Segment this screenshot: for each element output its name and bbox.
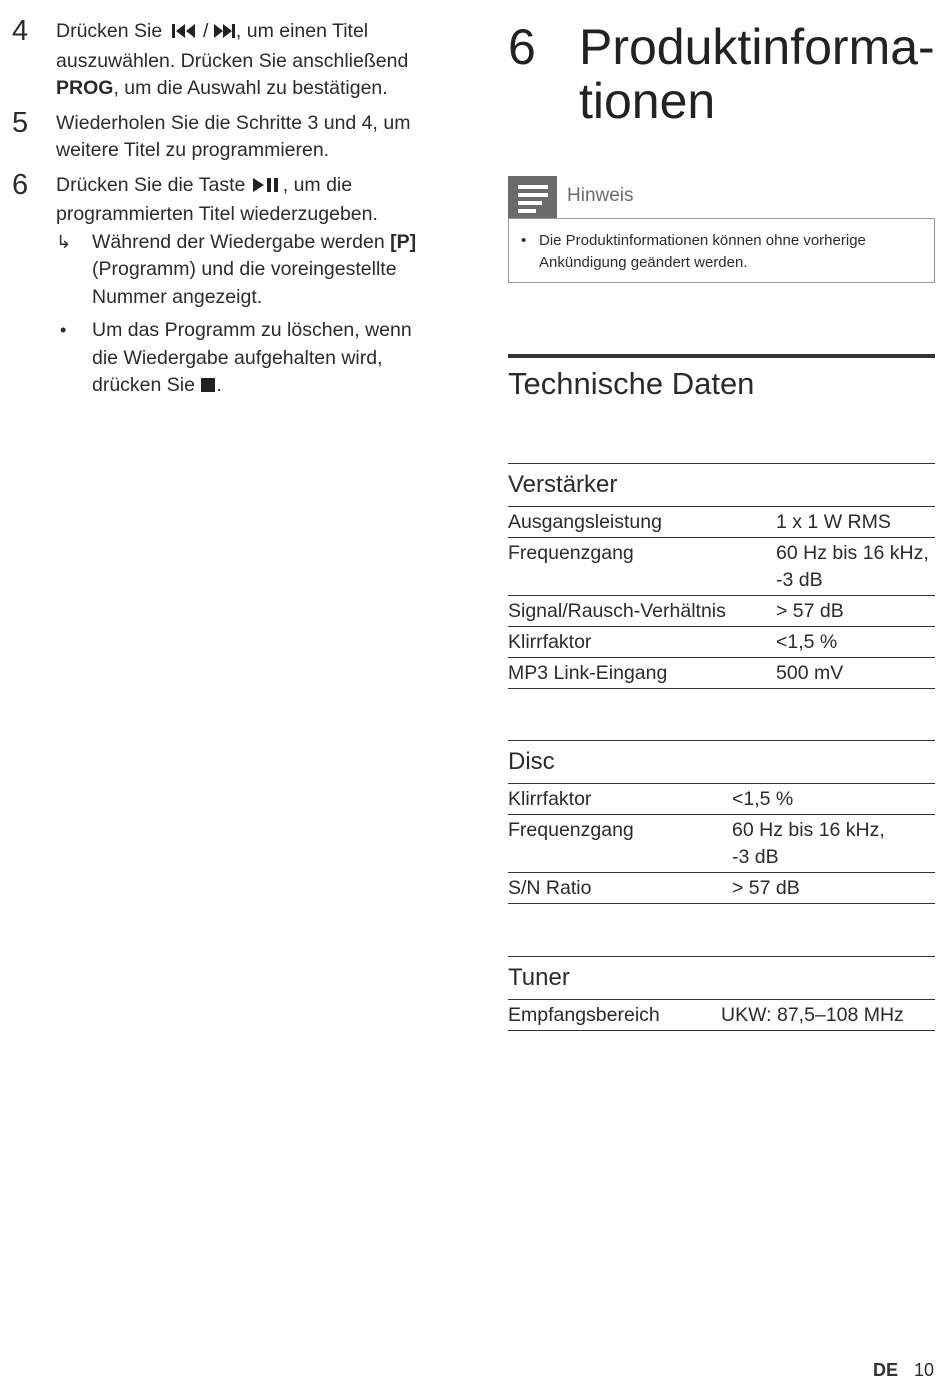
- spec-value: 500 mV: [776, 662, 844, 684]
- stop-icon: [200, 374, 216, 402]
- note-box: [508, 176, 935, 283]
- spec-key: Ausgangsleistung: [508, 511, 662, 533]
- spec-row: [508, 596, 935, 627]
- step-number: 6: [12, 168, 29, 201]
- spec-row: [508, 658, 935, 689]
- step-5: [12, 106, 442, 165]
- step-text: , um einen Titel auszuwählen. Drücken Sie anschließend: [56, 20, 409, 72]
- section-title: Technische Daten: [508, 366, 755, 401]
- note-header: [508, 176, 935, 218]
- spec-heading: Tuner: [508, 956, 935, 1000]
- spec-value: > 57 dB: [776, 600, 844, 622]
- page-number: 10: [913, 1360, 934, 1380]
- play-pause-icon: [251, 174, 283, 202]
- step-text: , um die Auswahl zu bestätigen.: [113, 77, 388, 99]
- note-body: [508, 218, 935, 283]
- step-number: 4: [12, 15, 29, 47]
- spec-row: [508, 507, 935, 538]
- note-title: Hinweis: [567, 185, 634, 206]
- spec-key: Klirrfaktor: [508, 788, 592, 810]
- spec-row: [508, 815, 935, 873]
- bullet-marker: •: [521, 232, 527, 249]
- spec-row: [508, 627, 935, 658]
- step-4: 4 Drücken Sie / , um einen Titel auszuwählen. Drücken Sie anschließend PROG, um die Auswahl zu bestätigen.: [12, 15, 409, 99]
- chapter-title: Produktinforma- tionen: [579, 19, 935, 129]
- spec-heading: Verstärker: [508, 463, 935, 507]
- spec-key: Klirrfaktor: [508, 631, 592, 653]
- step-text: Wiederholen Sie die Schritte 3 und 4, um weitere Titel zu programmieren.: [56, 111, 411, 161]
- section-rule: [508, 354, 935, 358]
- bullet-marker: •: [60, 320, 67, 340]
- spec-key: S/N Ratio: [508, 877, 592, 899]
- prog-label: PROG: [56, 77, 114, 99]
- page-footer: [873, 1360, 934, 1381]
- note-icon: [508, 176, 557, 218]
- spec-table-amplifier: [508, 463, 935, 689]
- spec-table-disc: [508, 740, 935, 904]
- bullet-note: [56, 317, 442, 402]
- spec-value: <1,5 %: [732, 788, 794, 810]
- result-note: [56, 229, 442, 312]
- note-text: Die Produktinformationen können ohne vorherige Ankündigung geändert werden.: [539, 232, 866, 271]
- skip-next-icon: [214, 20, 236, 48]
- step-6: [12, 168, 442, 402]
- step-number: 5: [12, 106, 29, 139]
- spec-key: Frequenzgang: [508, 542, 634, 564]
- spec-row: [508, 873, 935, 904]
- skip-previous-icon: [168, 20, 198, 48]
- p-indicator: [P]: [390, 230, 417, 253]
- step-text: , um die programmierten Titel wiederzugeben.: [56, 173, 378, 225]
- spec-value: <1,5 %: [776, 631, 838, 653]
- step-text: Drücken Sie: [56, 20, 163, 42]
- spec-table-tuner: [508, 956, 935, 1031]
- spec-value: > 57 dB: [732, 877, 800, 899]
- spec-value: 1 x 1 W RMS: [776, 511, 891, 533]
- spec-key: Frequenzgang: [508, 819, 634, 841]
- chapter-number: 6: [508, 19, 536, 75]
- spec-value: 60 Hz bis 16 kHz, -3 dB: [732, 819, 885, 868]
- spec-row: [508, 538, 935, 596]
- spec-heading: Disc: [508, 740, 935, 784]
- arrow-icon: ↳: [56, 231, 72, 252]
- spec-column: [508, 18, 935, 1026]
- spec-key: Signal/Rausch-Verhältnis: [508, 600, 726, 622]
- bullet-text: .: [216, 374, 222, 396]
- spec-key: Empfangsbereich: [508, 1004, 660, 1026]
- instruction-column: [12, 15, 442, 409]
- chapter-heading: [508, 18, 935, 138]
- spec-row: [508, 784, 935, 815]
- spec-key: MP3 Link-Eingang: [508, 662, 668, 684]
- spec-row: [508, 1000, 935, 1031]
- result-text: (Programm) und die voreingestellte Nummer angezeigt.: [92, 258, 397, 308]
- language-code: DE: [872, 1360, 898, 1380]
- spec-value: 60 Hz bis 16 kHz, -3 dB: [776, 542, 929, 591]
- step-text: Drücken Sie die Taste: [56, 173, 246, 196]
- spec-value: UKW: 87,5–108 MHz: [721, 1004, 904, 1026]
- result-text: Während der Wiedergabe werden: [92, 230, 385, 253]
- bullet-text: Um das Programm zu löschen, wenn die Wiedergabe aufgehalten wird, drücken Sie: [92, 319, 412, 396]
